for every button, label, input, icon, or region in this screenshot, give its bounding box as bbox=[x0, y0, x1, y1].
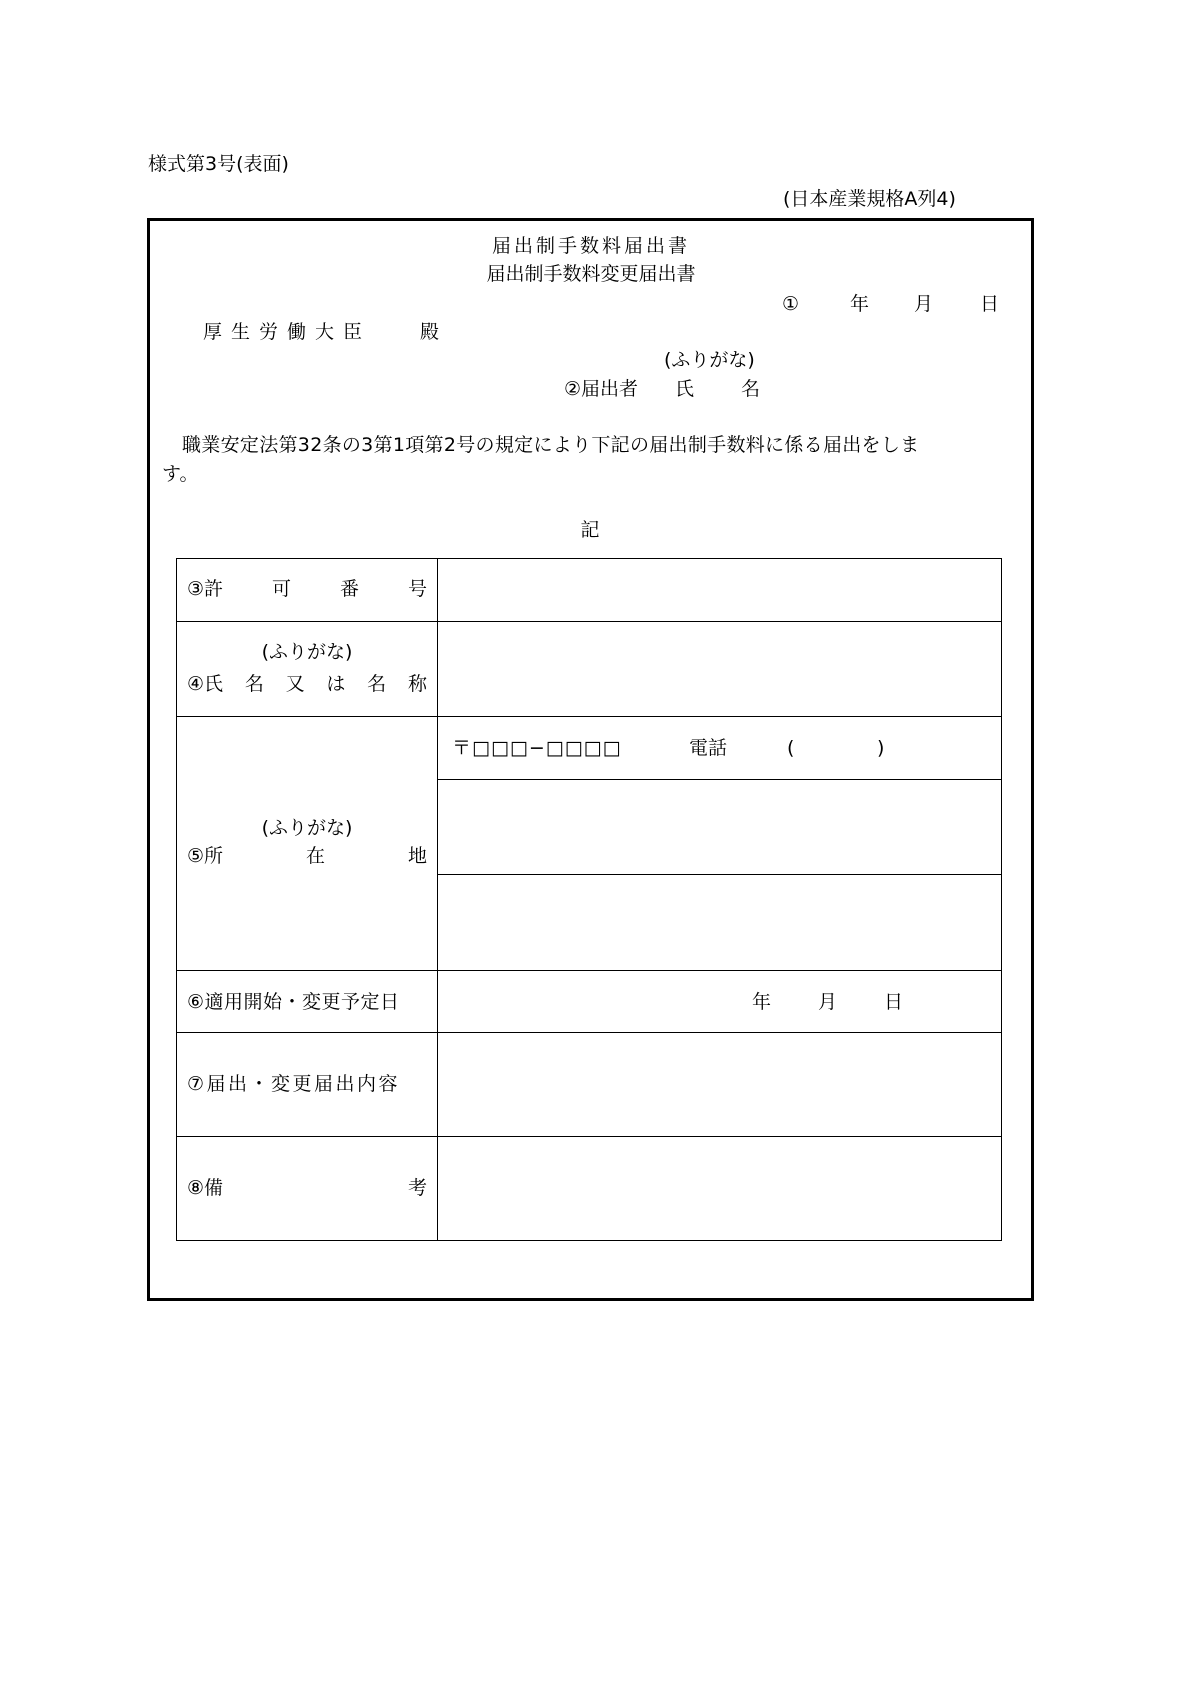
char: 号 bbox=[407, 578, 427, 600]
char: 所 bbox=[204, 845, 224, 867]
start-date-month: 月 bbox=[818, 991, 838, 1013]
name-furigana: (ふりがな) bbox=[261, 641, 353, 663]
label-permit-number bbox=[187, 580, 427, 599]
char: 番 bbox=[339, 578, 359, 600]
date-year: 年 bbox=[850, 293, 870, 315]
ki-heading: 記 bbox=[580, 519, 600, 541]
label-name bbox=[187, 675, 427, 694]
applicant-label: ②届出者 bbox=[564, 378, 639, 400]
label-content: ⑦届出・変更届出内容 bbox=[187, 1073, 401, 1095]
statement-line-1: 職業安定法第32条の3第1項第2号の規定により下記の届出制手数料に係る届出をしま bbox=[182, 434, 920, 456]
postal-code[interactable]: 〒□□□−□□□□ bbox=[452, 737, 622, 759]
char: 考 bbox=[407, 1177, 427, 1199]
phone-paren-open: ( bbox=[787, 737, 795, 759]
label-address bbox=[187, 847, 427, 866]
statement-line-2: す。 bbox=[162, 463, 199, 485]
num: ③ bbox=[187, 578, 205, 600]
char: 備 bbox=[204, 1177, 224, 1199]
permit-number-field[interactable] bbox=[438, 560, 1001, 621]
start-date-day: 日 bbox=[884, 991, 904, 1013]
label-remarks bbox=[187, 1179, 427, 1198]
content-field[interactable] bbox=[438, 1033, 1001, 1136]
address-field[interactable] bbox=[438, 875, 1001, 970]
phone-label: 電話 bbox=[689, 737, 728, 759]
address-furigana: (ふりがな) bbox=[261, 817, 353, 839]
char: 又 bbox=[285, 673, 305, 695]
row-divider bbox=[177, 716, 1001, 717]
num: ⑤ bbox=[187, 845, 205, 867]
paper-size-note: (日本産業規格A列4) bbox=[783, 188, 956, 210]
char: 可 bbox=[272, 578, 292, 600]
row-divider bbox=[177, 970, 1001, 971]
char: 称 bbox=[407, 673, 427, 695]
form-number: 様式第3号(表面) bbox=[148, 153, 289, 175]
applicant-name-1: 氏 bbox=[675, 378, 695, 400]
addressee-name: 厚生労働大臣 bbox=[203, 321, 372, 343]
num: ⑧ bbox=[187, 1177, 205, 1199]
start-date-year: 年 bbox=[752, 991, 772, 1013]
details-table bbox=[176, 558, 1002, 1241]
applicant-furigana: (ふりがな) bbox=[664, 349, 755, 371]
remarks-field[interactable] bbox=[438, 1137, 1001, 1240]
date-num: ① bbox=[782, 293, 800, 315]
phone-paren-close: ) bbox=[877, 737, 885, 759]
char: 名 bbox=[367, 673, 387, 695]
address-furigana-field[interactable] bbox=[438, 780, 1001, 874]
char: 在 bbox=[306, 845, 326, 867]
name-field[interactable] bbox=[438, 622, 1001, 716]
label-start-date: ⑥適用開始・変更予定日 bbox=[187, 991, 400, 1013]
char: 許 bbox=[204, 578, 224, 600]
char: 地 bbox=[407, 845, 427, 867]
char: 氏 bbox=[204, 673, 224, 695]
title-change-notification: 届出制手数料変更届出書 bbox=[486, 263, 696, 285]
addressee-honorific: 殿 bbox=[420, 321, 440, 343]
char: 名 bbox=[244, 673, 264, 695]
date-day: 日 bbox=[980, 293, 1000, 315]
num: ④ bbox=[187, 673, 205, 695]
date-month: 月 bbox=[914, 293, 934, 315]
applicant-name-2: 名 bbox=[741, 378, 761, 400]
title-notification: 届出制手数料届出書 bbox=[491, 235, 691, 257]
char: は bbox=[326, 673, 346, 695]
